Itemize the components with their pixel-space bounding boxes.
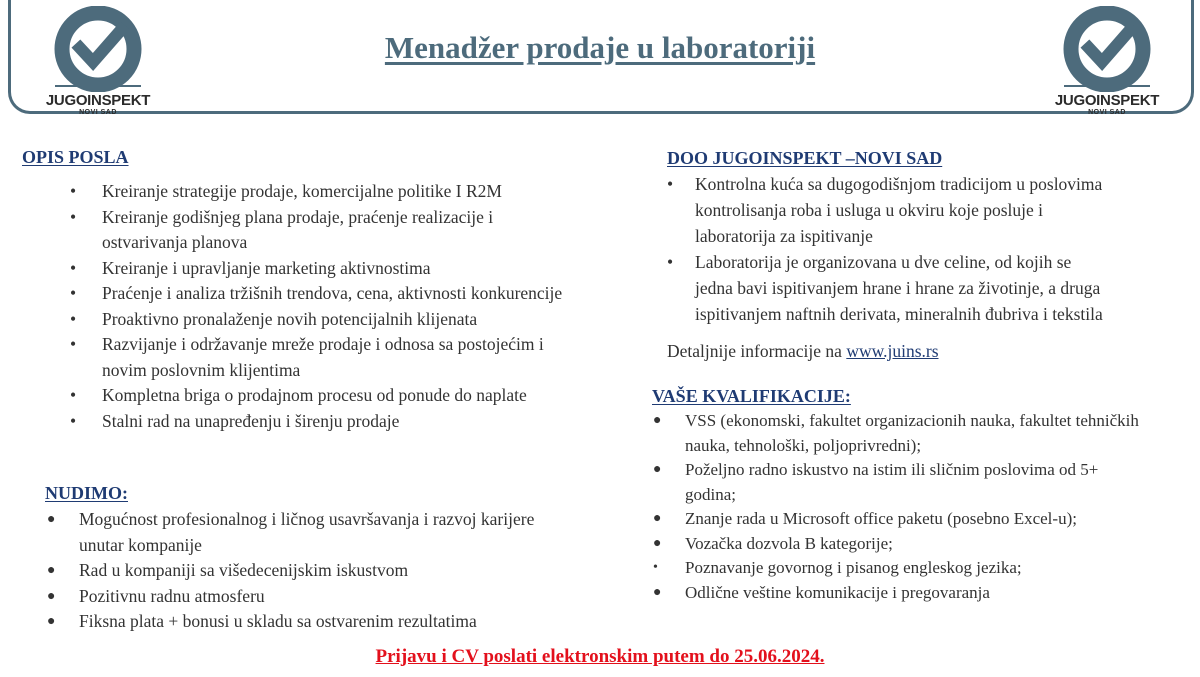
list-item: ● Pozitivnu radnu atmosferu xyxy=(47,585,265,606)
website-link[interactable]: www.juins.rs xyxy=(846,341,939,361)
nudimo-heading: NUDIMO: xyxy=(45,483,128,503)
page-title: Menadžer prodaje u laboratoriji xyxy=(384,30,816,65)
logo-city-text: NOVI SAD xyxy=(79,109,117,116)
list-item: ● Mogućnost profesionalnog i ličnog usavršavanja i razvoj karijere xyxy=(47,509,535,529)
list-item: ● Rad u kompaniji sa višedecenijskim iskustvom xyxy=(47,560,409,580)
kvalifikacije-heading: VAŠE KVALIFIKACIJE: xyxy=(652,386,851,406)
list-item: • Laboratorija je organizovana u dve celine, od kojih se xyxy=(667,252,1072,272)
opis-heading: OPIS POSLA xyxy=(22,147,129,167)
company-list xyxy=(667,171,1195,327)
list-item: unutar kompanije xyxy=(79,534,202,555)
list-item: ● Odlične veštine komunikacije i pregovaranja xyxy=(653,582,990,602)
list-item: • Kreiranje godišnjeg plana prodaje, praćenje realizacije i xyxy=(70,206,494,227)
list-item: • Poznavanje govornog i pisanog engleskog jezika; xyxy=(653,558,1022,577)
list-item: • Kompletna briga o prodajnom procesu od ponude do naplate xyxy=(70,385,527,405)
list-item: nauka, tehnološki, poljoprivredni); xyxy=(685,435,922,455)
list-item: laboratorija za ispitivanje xyxy=(695,226,873,246)
info-prefix: Detaljnije informacije na xyxy=(667,341,847,361)
logo-brand-text: JUGOINSPEKT xyxy=(45,92,151,109)
list-item: • Praćenje i analiza tržišnih trendova, cena, aktivnosti konkurencije xyxy=(70,283,563,303)
list-item: novim poslovnim klijentima xyxy=(102,359,301,380)
list-item: • Kontrolna kuća sa dugogodišnjom tradicijom u poslovima xyxy=(667,174,1103,194)
list-item: • Kreiranje i upravljanje marketing aktivnostima xyxy=(70,257,431,278)
application-deadline: Prijavu i CV poslati elektronskim putem do 25.06.2024. xyxy=(375,646,825,667)
list-item: ● Znanje rada u Microsoft office paketu (posebno Excel-u); xyxy=(653,509,1077,528)
kvalifikacije-list xyxy=(653,409,1195,605)
list-item: kontrolisanja roba i usluga u okviru koje posluje i xyxy=(695,200,1044,220)
list-item: • Proaktivno pronalaženje novih potencijalnih klijenata xyxy=(70,308,478,329)
list-item: ispitivanjem naftnih derivata, mineralnih đubriva i tekstila xyxy=(695,304,1103,324)
list-item: godina; xyxy=(685,484,736,504)
nudimo-list xyxy=(47,507,639,635)
info-line xyxy=(667,341,939,362)
list-item: • Stalni rad na unapređenju i širenju prodaje xyxy=(70,410,400,431)
logo-brand-text: JUGOINSPEKT xyxy=(1054,92,1160,109)
list-item: ● Poželjno radno iskustvo na istim ili sličnim poslovima od 5+ xyxy=(653,460,1099,479)
list-item: ● Fiksna plata + bonusi u skladu sa ostvarenim rezultatima xyxy=(47,611,477,631)
list-item: jedna bavi ispitivanjem hrane i hrane za životinje, a druga xyxy=(695,278,1101,298)
list-item: ● VSS (ekonomski, fakultet organizacionih nauka, fakultet tehničkih xyxy=(653,411,1139,430)
opis-list xyxy=(70,179,662,434)
logo-city-text: NOVI SAD xyxy=(1088,109,1126,116)
company-heading: DOO JUGOINSPEKT –NOVI SAD xyxy=(667,148,943,168)
list-item: • Razvijanje i održavanje mreže prodaje i odnosa sa postojećim i xyxy=(70,334,544,354)
list-item: ● Vozačka dozvola B kategorije; xyxy=(653,533,893,553)
list-item: • Kreiranje strategije prodaje, komercijalne politike I R2M xyxy=(70,181,502,201)
list-item: ostvarivanja planova xyxy=(102,232,248,252)
